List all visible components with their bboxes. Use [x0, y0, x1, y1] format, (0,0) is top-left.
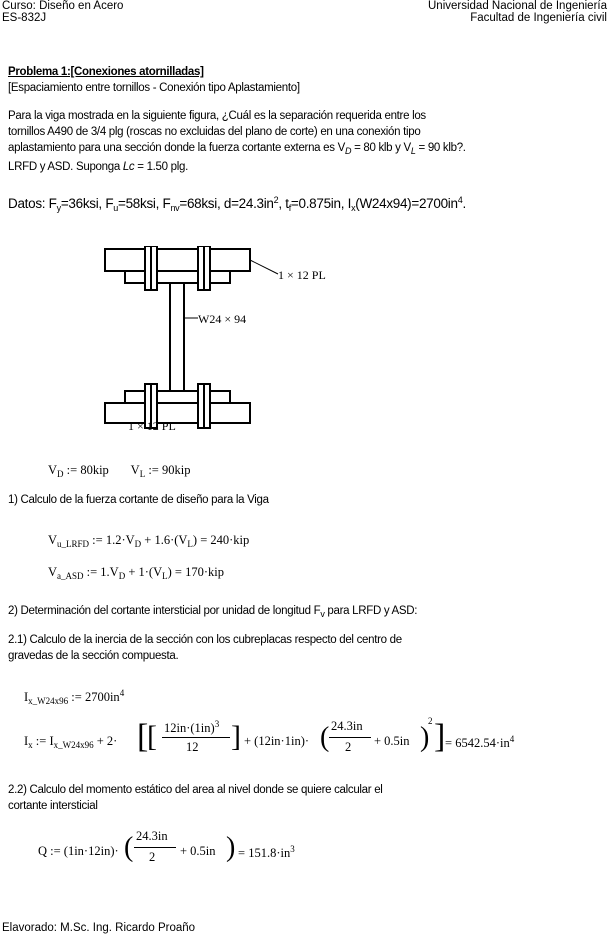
- bottom-plate-label: 1 × 12 PL: [128, 419, 176, 433]
- footer-author: Elavorado: M.Sc. Ing. Ricardo Proaño: [2, 922, 196, 934]
- section-label: W24 × 94: [198, 312, 247, 326]
- problem-subtitle: [Espaciamiento entre tornillos - Conexión tipo Aplastamiento]: [8, 82, 300, 94]
- step1-heading: 1) Calculo de la fuerza cortante de diseño para la Viga: [8, 494, 269, 506]
- vu-lrfd-equation: $V_{u\_LRFD}$ := $1.2\cdot V_D + 1.6\cdot(V_L) = 240\cdot kip$: [48, 533, 250, 549]
- step2-heading: 2) Determinación del cortante intersticial por unidad de longitud $F_v$ para LRFD y ASD:: [8, 605, 418, 619]
- problem-title: Problema 1:[Conexiones atornilladas]: [8, 66, 204, 78]
- va-asd-equation: $V_{a\_ASD}$ := $1.V_D + 1\cdot(V_L) = 170\cdot kip$: [48, 565, 224, 581]
- ix-result: = $6542.54\cdot in^4$: [445, 734, 515, 750]
- ix-w24-equation: $I_{x\_W24x96}$ := $2700in^4$: [24, 688, 125, 706]
- faculty-label: Facultad de Ingeniería civil: [470, 12, 607, 24]
- ix-equation: $I_x$ := $I_{x\_W24x96} + 2\cdot$ [ [ $12in\cdot(1in)^3$ 12 ] + (12in·1in)· ( 24.3in 2 + 0.5in ) 2 ]: [24, 716, 446, 755]
- data-line: Datos: $F_y=36ksi$, $F_u=58ksi$, $F_{nv}=68ksi$, $d=24.3in^2$, $t_f=0.875in$, $I_x(W24x94)=2700in^4$.: [8, 195, 466, 213]
- university-label: Universidad Nacional de Ingeniería: [428, 0, 607, 12]
- top-plate-label: 1 × 12 PL: [278, 268, 326, 282]
- step21-heading: 2.1) Calculo de la inercia de la sección con los cubreplacas respecto del centro de gravedas de la sección compuesta.: [8, 634, 402, 662]
- step22-heading: 2.2) Calculo del momento estático del area al nivel donde se quiere calcular el cortante intersticial: [8, 784, 383, 812]
- loads-definition: $V_D$ := 80kip $V_L$ := 90kip: [48, 463, 191, 479]
- course-label: Curso: Diseño en Acero: [2, 0, 124, 12]
- beam-section-figure: [100, 246, 340, 436]
- q-equation: Q := (1in·12in)· ( 24.3in 2 + 0.5in ) = $151.8\cdot in^3$: [38, 829, 295, 864]
- problem-statement: Para la viga mostrada en la siguiente figura, ¿Cuál es la separación requerida entre los tornillos A490 de 3/4 plg (roscas no excluidas del plano de corte) en una conexión tipo aplastamiento para una sección donde la fuerza cortante externa es $V_D = 80$ klb y $V_L = 90$ klb?. LRFD y ASD. Suponga Lc = 1.50 plg.: [8, 110, 466, 173]
- course-code: ES-832J: [2, 12, 47, 24]
